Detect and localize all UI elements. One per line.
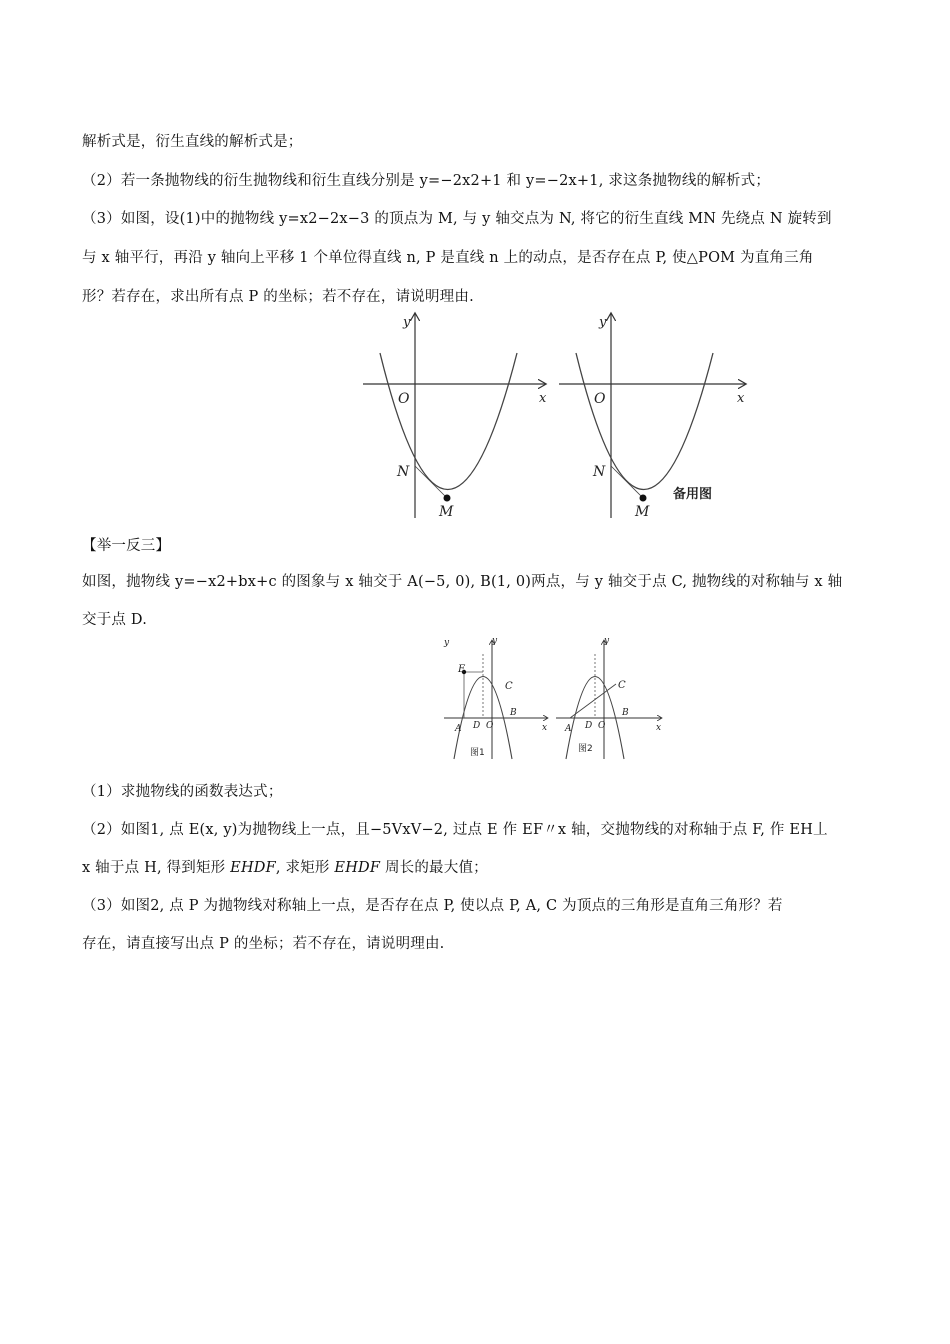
svg-text:图2: 图2 (578, 744, 593, 754)
svg-text:图1: 图1 (470, 748, 485, 758)
svg-text:x: x (737, 391, 745, 406)
text-line-10-d: EHDF (334, 860, 381, 876)
svg-text:D: D (473, 721, 481, 731)
svg-text:y: y (604, 636, 610, 646)
svg-text:O: O (486, 721, 494, 731)
svg-text:D: D (585, 721, 593, 731)
figure-example-pair (440, 634, 665, 764)
text-line-9: （2）如图1, 点 E(x, y)为抛物线上一点，且−5VxV−2, 过点 E 作 EF〃x 轴，交抛物线的对称轴于点 F, 作 EH丄 (82, 822, 828, 838)
text-line-8: （1）求抛物线的函数表达式； (82, 784, 283, 800)
svg-text:x: x (539, 391, 547, 406)
figure-parabola-pair (355, 308, 755, 523)
parabola-graph-left (363, 314, 547, 520)
text-line-10 (82, 856, 488, 877)
text-line-10-b: EHDF (230, 860, 276, 876)
svg-text:y: y (444, 638, 450, 648)
svg-text:E: E (458, 664, 466, 675)
svg-text:y: y (403, 315, 411, 330)
text-line-6: 如图，抛物线 y=−x2+bx+c 的图象与 x 轴交于 A(−5, 0), B(1, 0)两点，与 y 轴交于点 C, 抛物线的对称轴与 x 轴 (82, 574, 843, 590)
svg-text:M: M (635, 504, 650, 520)
svg-text:B: B (510, 708, 517, 718)
svg-text:C: C (618, 680, 626, 691)
svg-text:x: x (542, 723, 548, 733)
svg-text:备用图: 备用图 (673, 487, 713, 502)
parabola-graph-right (559, 314, 745, 520)
text-line-12: 存在，请直接写出点 P 的坐标；若不存在，请说明理由. (82, 936, 445, 952)
text-line-4: 与 x 轴平行，再沿 y 轴向上平移 1 个单位得直线 n, P 是直线 n 上的动点，是否存在点 P, 使△POM 为直角三角 (82, 250, 814, 266)
svg-text:O: O (598, 721, 606, 731)
section-heading: 【举一反三】 (82, 538, 171, 554)
svg-text:C: C (505, 681, 513, 692)
text-line-2: （2）若一条抛物线的衍生抛物线和衍生直线分别是 y=−2x2+1 和 y=−2x+1, 求这条抛物线的解析式； (82, 173, 771, 189)
text-line-5: 形？若存在，求出所有点 P 的坐标；若不存在，请说明理由. (82, 289, 474, 305)
svg-text:B: B (622, 708, 629, 718)
svg-text:M: M (439, 504, 454, 520)
svg-text:N: N (593, 464, 606, 480)
svg-text:y: y (492, 636, 498, 646)
example-graph-1 (443, 636, 548, 759)
svg-text:O: O (594, 391, 606, 407)
svg-text:y: y (599, 315, 607, 330)
text-line-10-a: x 轴于点 H, 得到矩形 (82, 860, 231, 876)
svg-text:A: A (455, 724, 462, 734)
svg-text:O: O (398, 391, 410, 407)
svg-text:x: x (656, 723, 662, 733)
example-graph-2 (556, 636, 662, 759)
svg-text:A: A (565, 724, 572, 734)
text-line-10-e: 周长的最大值； (380, 860, 488, 876)
text-line-3: （3）如图，设(1)中的抛物线 y=x2−2x−3 的顶点为 M, 与 y 轴交点为 N, 将它的衍生直线 MN 先绕点 N 旋转到 (82, 211, 832, 227)
svg-text:N: N (397, 464, 410, 480)
text-line-1: 解析式是，衍生直线的解析式是； (82, 134, 303, 150)
text-line-10-c: , 求矩形 (275, 860, 335, 876)
text-line-11: （3）如图2, 点 P 为抛物线对称轴上一点，是否存在点 P, 使以点 P, A, C 为顶点的三角形是直角三角形？若 (82, 898, 783, 914)
text-line-7: 交于点 D. (82, 612, 148, 628)
